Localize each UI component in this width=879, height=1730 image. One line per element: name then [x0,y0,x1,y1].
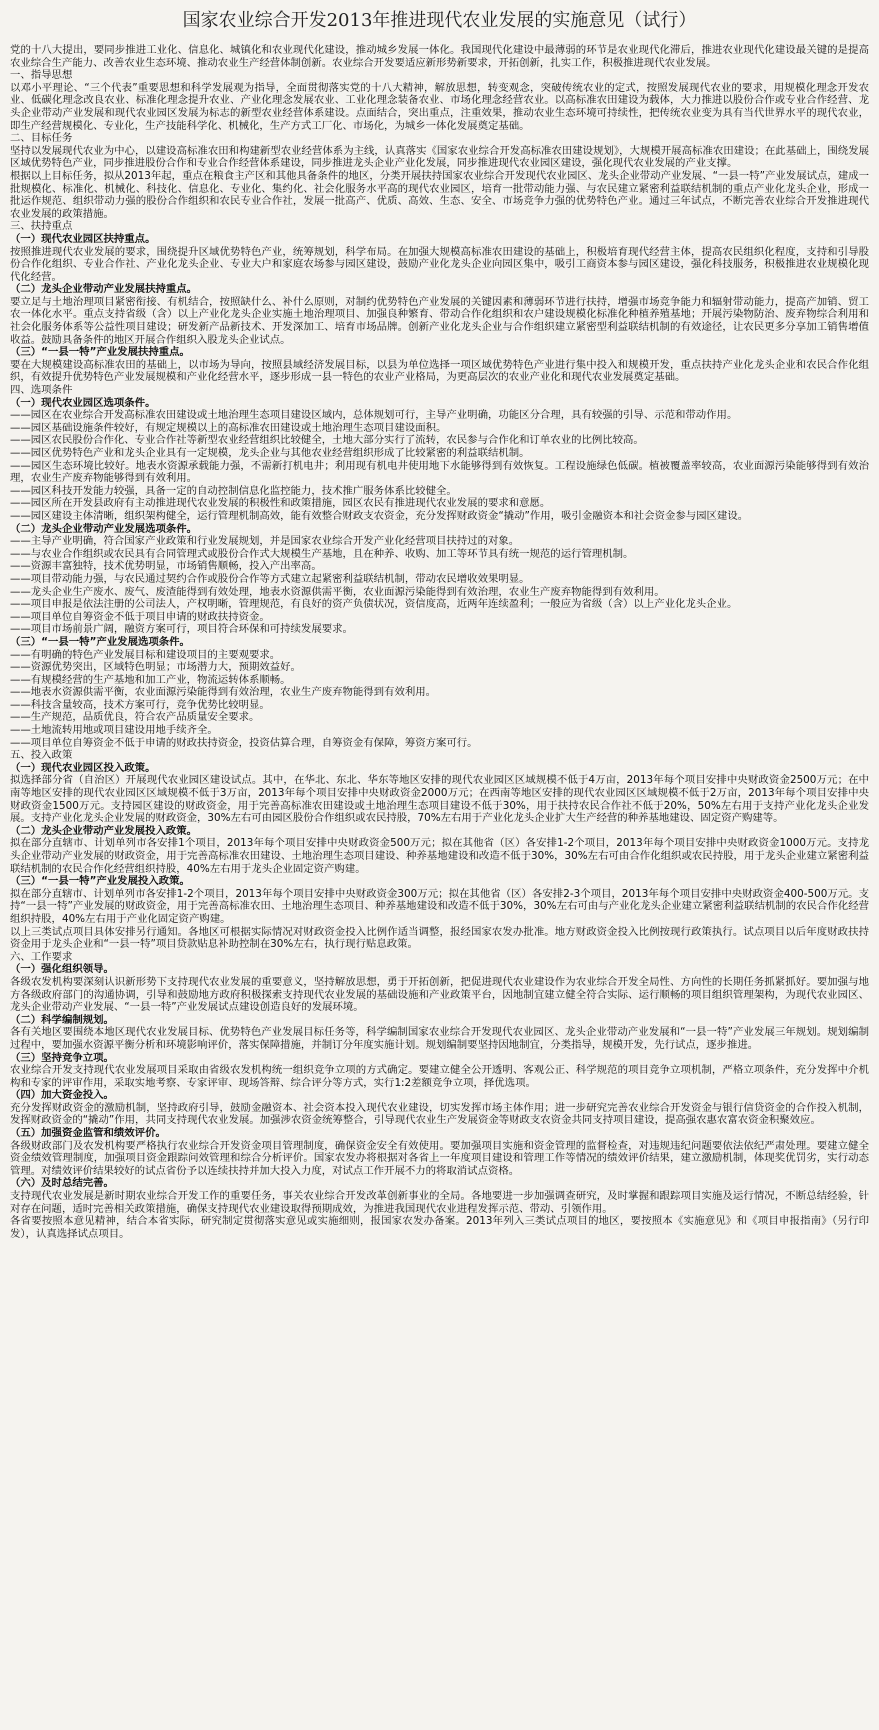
section-subheading: （一）现代农业园区扶持重点。 [10,232,156,245]
paragraph: 一、指导思想 [10,69,73,82]
paragraph: 六、工作要求 [10,950,73,963]
paragraph: 要在大规模建设高标准农田的基础上，以市场为导向，按照县域经济发展目标，以县为单位选择一项区域优势特色产业进行集中投入和规模开发，重点扶持产业化龙头企业和农民合作化组织，有效提升优势特色产业发展规模和产业化经营水平，逐步形成一县一特色的农业产业格局，为更高层次的农业产业化和现代农业发展奠定基础。 [10,358,869,384]
paragraph: 农业综合开发支持现代农业发展项目采取由省级农发机构统一组织竞争立项的方式确定。要建立健全公开透明、客观公正、科学规范的项目竞争立项机制，严格立项条件，充分发挥中介机构和专家的评审作用，采取实地考察、专家评审、现场答辩、综合评分等方式，实行1:2差额竞争立项，择优选项。 [10,1064,869,1089]
paragraph: ——有规模经营的生产基地和加工产业，物流运转体系顺畅。 [10,673,291,686]
paragraph: 按照推进现代农业发展的要求，围绕提升区域优势特色产业，统筹规划，科学布局。在加强大规模高标准农田建设的基础上，积极培育现代经营主体，提高农民组织化程度，支持和引导股份合作化组织、专业合作社、产业化龙头企业、专业大户和家庭农场参与园区建设，鼓励产业化龙头企业向园区集中，吸引工商资本参与园区建设，强化科技服务，积极推进农业规模化现代化经营。 [10,245,869,283]
paragraph: ——园区基础设施条件较好，有规定规模以上的高标准农田建设或土地治理生态项目建设面积。 [10,421,447,434]
paragraph: 拟在部分直辖市、计划单列市各安排1-2个项目，2013年每个项目安排中央财政资金300万元；拟在其他省（区）各安排2-3个项目，2013年每个项目安排中央财政资金400-500万元。支持“一县一特”产业发展的财政资金，用于完善高标准农田、土地治理生态项目、种养基地建设和改造不低于30%，30%左右可由与产业化龙头企业建立紧密利益联结机制的农民合作化经营组织持股，40%左右用于产业化固定资产购建。 [10,887,869,925]
section-subheading: （六）及时总结完善。 [10,1177,114,1190]
section-subheading: （四）加大资金投入。 [10,1089,114,1102]
section-subheading: （五）加强资金监管和绩效评价。 [10,1127,166,1140]
paragraph: 各级农发机构要深刻认识新形势下支持现代农业发展的重要意义，坚持解放思想，勇于开拓创新，把促进现代农业建设作为农业综合开发全局性、方向性的长期任务抓紧抓好。要加强与地方各级政府部门的沟通协调，引导和鼓励地方政府积极探索支持现代农业发展的基础设施和产业政策平台，因地制宜建立健全符合实际、运行顺畅的项目组织管理架构，为现代农业园区、龙头企业带动产业发展、“一县一特”产业发展试点建设创造良好的发展环境。 [10,975,869,1014]
section-subheading: （一）现代农业园区投入政策。 [10,761,156,774]
paragraph: ——园区生态环境比较好。地表水资源承载能力强，不需新打机电井；利用现有机电井使用地下水能够得到有效恢复。工程设施绿色低碳。植被覆盖率较高，农业面源污染能够得到有效治理，农业生产废弃物能够得到有效利用。 [10,459,869,485]
paragraph: ——项目带动能力强，与农民通过契约合作或股份合作等方式建立起紧密利益联结机制，带动农民增收效果明显。 [10,572,530,585]
paragraph: 五、投入政策 [10,749,73,762]
paragraph: 支持现代农业发展是新时期农业综合开发工作的重要任务，事关农业综合开发改革创新事业的全局。各地要进一步加强调查研究，及时掌握和跟踪项目实施及运行情况，不断总结经验，针对存在问题，适时完善相关政策措施，确保支持现代农业建设取得预期成效，为推进我国现代农业进程发挥示范、带动、引领作用。 [10,1190,869,1215]
paragraph: 各级财政部门及农发机构要严格执行农业综合开发资金项目管理制度，确保资金安全有效使用。要加强项目实施和资金管理的监督检查，对违规违纪问题要依法依纪严肃处理。要建立健全资金绩效管理制度，加强项目资金跟踪问效管理和综合分析评价。国家农发办将根据对各省上一年度项目建设和管理工作等情况的绩效评价结果，建立激励机制，体现奖优罚劣，实行动态管理。对绩效评价结果较好的试点省份予以连续扶持并加大投入力度，对试点工作开展不力的将取消试点资格。 [10,1139,869,1177]
section-subheading: （二）龙头企业带动产业发展扶持重点。 [10,283,198,296]
document-body [0,44,879,1240]
section-subheading: （二）龙头企业带动产业发展选项条件。 [10,522,198,535]
paragraph: 坚持以发展现代农业为中心，以建设高标准农田和构建新型农业经营体系为主线，认真落实《国家农业综合开发高标准农田建设规划》，大规模开展高标准农田建设；在此基础上，围绕发展区域优势特色产业，同步推进股份合作和专业合作经营体系建设，同步推进龙头企业产业化发展，同步推进现代农业园区建设，强化现代农业发展的产业支撑。 [10,144,869,170]
paragraph: ——园区农民股份合作化、专业合作社等新型农业经营组织比较健全，土地大部分实行了流转，农民参与合作化和订单农业的比例比较高。 [10,434,644,447]
paragraph: ——园区建设主体清晰，组织架构健全，运行管理机制高效，能有效整合财政支农资金，充分发挥财政资金“撬动”作用，吸引金融资本和社会资金参与园区建设。 [10,509,749,522]
paragraph: ——龙头企业生产废水、废气、废渣能得到有效处理，地表水资源供需平衡，农业面源污染能得到有效治理，农业生产废弃物能得到有效利用。 [10,585,665,598]
paragraph: ——地表水资源供需平衡，农业面源污染能得到有效治理，农业生产废弃物能得到有效利用。 [10,686,437,699]
paragraph: ——园区科技开发能力较强，具备一定的自动控制信息化监控能力，技术推广服务体系比较健全。 [10,484,457,497]
paragraph: ——科技含量较高，技术方案可行，竞争优势比较明显。 [10,698,270,711]
paragraph: ——资源优势突出，区域特色明显；市场潜力大，预期效益好。 [10,661,301,674]
paragraph: 党的十八大提出，要同步推进工业化、信息化、城镇化和农业现代化建设，推动城乡发展一体化。我国现代化建设中最薄弱的环节是农业现代化滞后，推进农业现代化建设最关键的是提高农业综合生产能力、改善农业生态环境、推动农业生产经营体制创新。农业综合开发要适应新形势新要求，开拓创新，扎实工作，积极推进现代农业发展。 [10,44,869,69]
paragraph: 拟在部分直辖市、计划单列市各安排1个项目，2013年每个项目安排中央财政资金500万元；拟在其他省（区）各安排1-2个项目，2013年每个项目安排中央财政资金1000万元。支持龙头企业带动产业发展的财政资金，用于完善高标准农田建设、土地治理生态项目建设、种养基地建设和改造不低于30%，30%左右可由合作化组织或农民持股，用于龙头企业建立紧密利益联结机制的农民合作化经营组织持股，40%左右用于龙头企业固定资产购建。 [10,837,869,875]
section-subheading: （三）坚持竞争立项。 [10,1051,114,1064]
paragraph: ——项目单位自筹资金不低于申请的财政扶持资金，投资估算合理，自筹资金有保障，筹资方案可行。 [10,736,478,749]
section-subheading: （三）“一县一特”产业发展选项条件。 [10,635,190,648]
paragraph: ——与农业合作组织或农民具有合同管理式或股份合作式大规模生产基地，且在种养、收购、加工等环节具有统一规范的运行管理机制。 [10,547,634,560]
paragraph: 以邓小平理论、“三个代表”重要思想和科学发展观为指导，全面贯彻落实党的十八大精神，解放思想，转变观念，突破传统农业的定式，按照发展现代农业的要求，用规模化理念开发农业、低碳化理念改良农业、标准化理念提升农业、产业化理念发展农业、工业化理念装备农业、市场化理念经营农业。以高标准农田建设为载体，大力推进以股份合作或专业合作经营、龙头企业带动产业发展和现代农业园区发展为标志的新型农业经营体系建设。点面结合，突出重点，注重效果，推动农业生态环境可持续性，把传统农业变为具有当代世界水平的现代农业，即生产经营规模化、专业化，生产技能科学化、机械化，生产方式工厂化、市场化，为城乡一体化发展奠定基础。 [10,81,869,132]
section-subheading: （一）现代农业园区选项条件。 [10,396,156,409]
section-subheading: （三）“一县一特”产业发展扶持重点。 [10,346,190,359]
paragraph: 二、目标任务 [10,132,73,145]
section-subheading: （一）强化组织领导。 [10,963,114,976]
paragraph: 以上三类试点项目具体安排另行通知。各地区可根据实际情况对财政资金投入比例作适当调整，报经国家农发办批准。地方财政资金投入比例按现行政策执行。试点项目以后年度财政扶持资金用于龙头企业和“一县一特”项目贷款贴息补助控制在30%左右，执行现行贴息政策。 [10,925,869,951]
paragraph: ——项目申报是依法注册的公司法人，产权明晰，管理规范，有良好的资产负债状况，资信度高，近两年连续盈利；一般应为省级（含）以上产业化龙头企业。 [10,598,738,611]
paragraph: ——土地流转用地或项目建设用地手续齐全。 [10,724,218,737]
section-subheading: （二）科学编制规划。 [10,1013,114,1026]
paragraph: ——园区所在开发县政府有主动推进现代农业发展的积极性和政策措施，园区农民有推进现代农业发展的要求和意愿。 [10,497,551,510]
paragraph: 拟选择部分省（自治区）开展现代农业园区建设试点。其中，在华北、东北、华东等地区安排的现代农业园区区域规模不低于4万亩，2013年每个项目安排中央财政资金2500万元；在中南等地区安排的现代农业园区区域规模不低于3万亩，2013年每个项目安排中央财政资金2000万元；在西南等地区安排的现代农业园区区域规模不低于2万亩，2013年每个项目安排中央财政资金1500万元。支持园区建设的财政资金，用于完善高标准农田建设或土地治理生态项目建设不低于30%，用于扶持农民合作社不低于20%，50%左右用于支持产业化龙头企业发展。支持产业化龙头企业发展的财政资金，30%左右可由园区股份合作组织或农民持股，70%左右用于产业化龙头企业扩大生产经营的种养基地建设、固定资产购建等。 [10,774,869,825]
paragraph: 各有关地区要围绕本地区现代农业发展目标、优势特色产业发展目标任务等，科学编制国家农业综合开发现代农业园区、龙头企业带动产业发展和“一县一特”产业发展三年规划。规划编制过程中，要加强水资源平衡分析和环境影响评价，落实保障措施，并制订分年度实施计划。规划编制要坚持因地制宜，分类指导，规模开发，先行试点，逐步推进。 [10,1026,869,1051]
paragraph: 三、扶持重点 [10,220,73,233]
section-subheading: （三）“一县一特”产业发展投入政策。 [10,875,190,888]
paragraph: ——项目单位自筹资金不低于项目申请的财政扶持资金。 [10,610,270,623]
paragraph: 充分发挥财政资金的激励机制，坚持政府引导，鼓励金融资本、社会资本投入现代农业建设，切实发挥市场主体作用；进一步研究完善农业综合开发资金与银行信贷资金的合作投入机制，发挥财政资金的“撬动”作用，共同支持现代农业发展。加强涉农资金统筹整合，引导现代农业生产发展资金等财政支农资金共同支持项目建设，提高强农惠农富农资金积聚效应。 [10,1101,869,1127]
paragraph: 根据以上目标任务，拟从2013年起，重点在粮食主产区和其他具备条件的地区，分类开展扶持国家农业综合开发现代农业园区、龙头企业带动产业发展、“一县一特”产业发展试点，建成一批规模化、标准化、机械化、科技化、信息化、专业化、集约化、社会化服务水平高的现代农业园区，培育一批带动能力强、与农民建立紧密利益联结机制的重点产业化龙头企业，形成一批运作规范、组织带动力强的股份合作组织和农民专业合作社，发展一批高产、优质、高效、生态、安全、市场竞争力强的优势特色产业。通过三年试点，不断完善农业综合开发推进现代农业发展的政策措施。 [10,169,869,220]
paragraph: ——项目市场前景广阔，融资方案可行，项目符合环保和可持续发展要求。 [10,623,353,636]
section-subheading: （二）龙头企业带动产业发展投入政策。 [10,824,198,837]
paragraph: ——资源丰富独特，技术优势明显，市场销售顺畅，投入产出率高。 [10,560,322,573]
paragraph: ——生产规范，品质优良，符合农产品质量安全要求。 [10,711,260,724]
paragraph: ——有明确的特色产业发展目标和建设项目的主要观要求。 [10,648,281,661]
paragraph: ——主导产业明确，符合国家产业政策和行业发展规划，并是国家农业综合开发产业化经营项目扶持过的对象。 [10,535,520,548]
paragraph: ——园区在农业综合开发高标准农田建设或土地治理生态项目建设区域内，总体规划可行，主导产业明确，功能区分合理，具有较强的引导、示范和带动作用。 [10,409,738,422]
paragraph: 要立足与土地治理项目紧密衔接、有机结合，按照缺什么、补什么原则，对制约优势特色产业发展的关键因素和薄弱环节进行扶持，增强市场竞争能力和辐射带动能力，提高产加销、贸工农一体化水平。重点支持省级（含）以上产业化龙头企业实施土地治理项目、加强良种繁育、带动合作化组织和农户建设规模化标准化种植养殖基地；开展污染物防治、废弃物综合利用和社会化服务体系等公益性项目建设；研发新产品新技术、开发深加工、培育市场品牌。创新产业化龙头企业与合作组织建立紧密型利益联结机制的有效途径，让农民更多分享加工销售增值收益。鼓励具备条件的地区开展合作组织入股龙头企业试点。 [10,295,869,346]
paragraph: 各省要按照本意见精神，结合本省实际，研究制定贯彻落实意见或实施细则，报国家农发办备案。2013年列入三类试点项目的地区，要按照本《实施意见》和《项目申报指南》（另行印发），认真选择试点项目。 [10,1215,869,1240]
paragraph: ——园区优势特色产业和龙头企业具有一定规模，龙头企业与其他农业经营组织形成了比较紧密的利益联结机制。 [10,447,530,459]
document-title: 国家农业综合开发2013年推进现代农业发展的实施意见（试行） [182,10,697,31]
paragraph: 四、选项条件 [10,384,73,397]
